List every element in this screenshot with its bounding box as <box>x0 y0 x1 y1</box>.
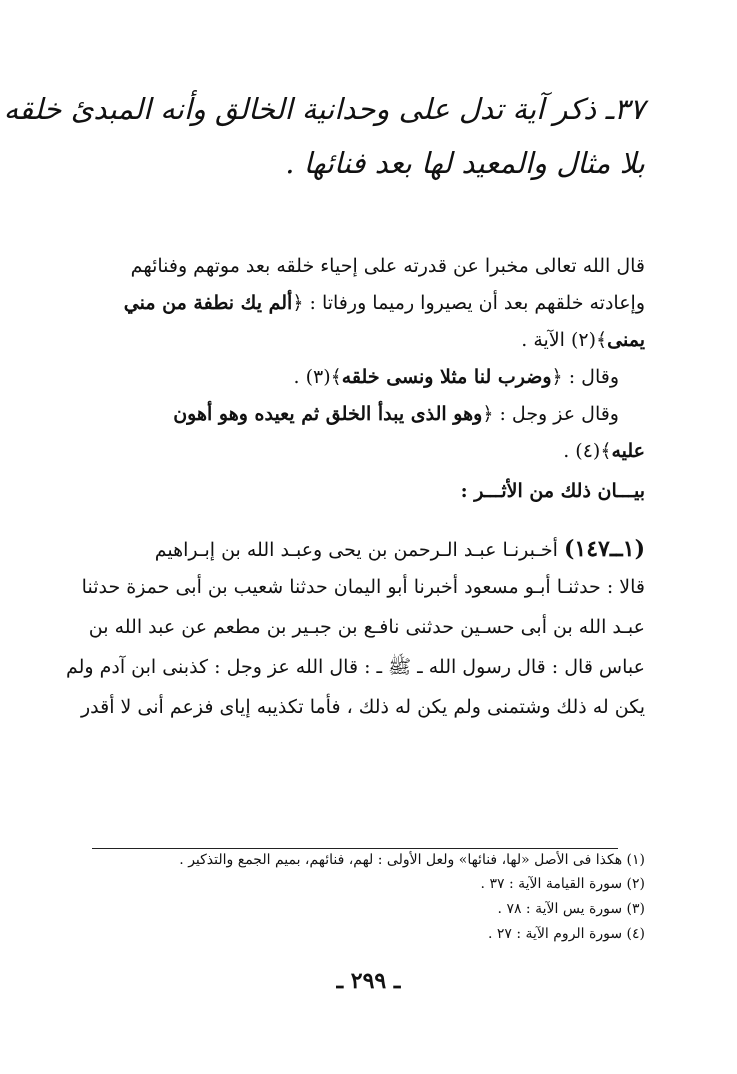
section-heading: بيـــان ذلك من الأثـــر : <box>460 480 645 502</box>
footnote: (٣) سورة يس الآية : ٧٨ . <box>497 901 645 917</box>
paragraph-line: قالا : حدثنـا أبـو مسعود أخبرنا أبو اليمان حدثنا شعيب بن أبى حمزة حدثنا <box>81 576 645 598</box>
paragraph-text: وقال عز وجل : ﴿ <box>482 403 619 425</box>
paragraph-text: وإعادته خلقهم بعد أن يصيروا رميما ورفاتا : ﴿ <box>292 292 645 314</box>
paragraph-line <box>91 403 619 426</box>
paragraph-text: ﴾(٣) . <box>293 366 342 388</box>
paragraph-line <box>91 329 645 352</box>
footnote: (٤) سورة الروم الآية : ٢٧ . <box>487 926 645 942</box>
page-number: ـ ٢٩٩ ـ <box>336 968 401 994</box>
paragraph-text: أخـبرنـا عبـد الـرحمن بن يحى وعبـد الله بن إبـراهيم <box>154 539 558 561</box>
paragraph-line <box>91 292 645 315</box>
quran-quote: ألم يك نطفة من مني <box>123 292 293 314</box>
paragraph-line <box>91 440 645 463</box>
chapter-title-line-2: بلا مثال والمعيد لها بعد فنائها . <box>285 146 645 180</box>
paragraph-line: يكن له ذلك وشتمنى ولم يكن له ذلك ، فأما تكذيبه إياى فزعم أنى لا أقدر <box>80 696 645 718</box>
quran-quote: يمنى <box>607 329 645 351</box>
quran-quote: وهو الذى يبدأ الخلق ثم يعيده وهو أهون <box>173 403 483 425</box>
paragraph-line: عبـد الله بن أبى حسـين حدثنى نافـع بن جبـير بن مطعم عن عبد الله بن <box>88 616 645 638</box>
paragraph-text: ﴾(٢) الآية . <box>521 329 608 351</box>
paragraph-text: ﴾(٤) . <box>563 440 612 462</box>
paragraph-text: وقال : ﴿ <box>551 366 619 388</box>
footnote-divider <box>92 848 618 849</box>
paragraph-line: عباس قال : قال رسول الله ـ ﷺ ـ : قال الله عز وجل : كذبنى ابن آدم ولم <box>65 656 645 678</box>
paragraph-line: قال الله تعالى مخبرا عن قدرته على إحياء خلقه بعد موتهم وفنائهم <box>130 255 645 277</box>
quran-quote: عليه <box>611 440 645 462</box>
footnote: (٢) سورة القيامة الآية : ٣٧ . <box>480 876 645 892</box>
chapter-title-line-1: ٣٧ـ ذكر آية تدل على وحدانية الخالق وأنه المبدئ خلقه <box>3 92 645 126</box>
hadith-number: (١ــ١٤٧) <box>563 536 645 562</box>
paragraph-line <box>91 536 645 562</box>
paragraph-line <box>91 366 619 389</box>
quran-quote: وضرب لنا مثلا ونسى خلقه <box>341 366 552 388</box>
footnote: (١) هكذا فى الأصل «لها، فنائها» ولعل الأولى : لهم، فنائهم، بميم الجمع والتذكير . <box>179 852 645 868</box>
